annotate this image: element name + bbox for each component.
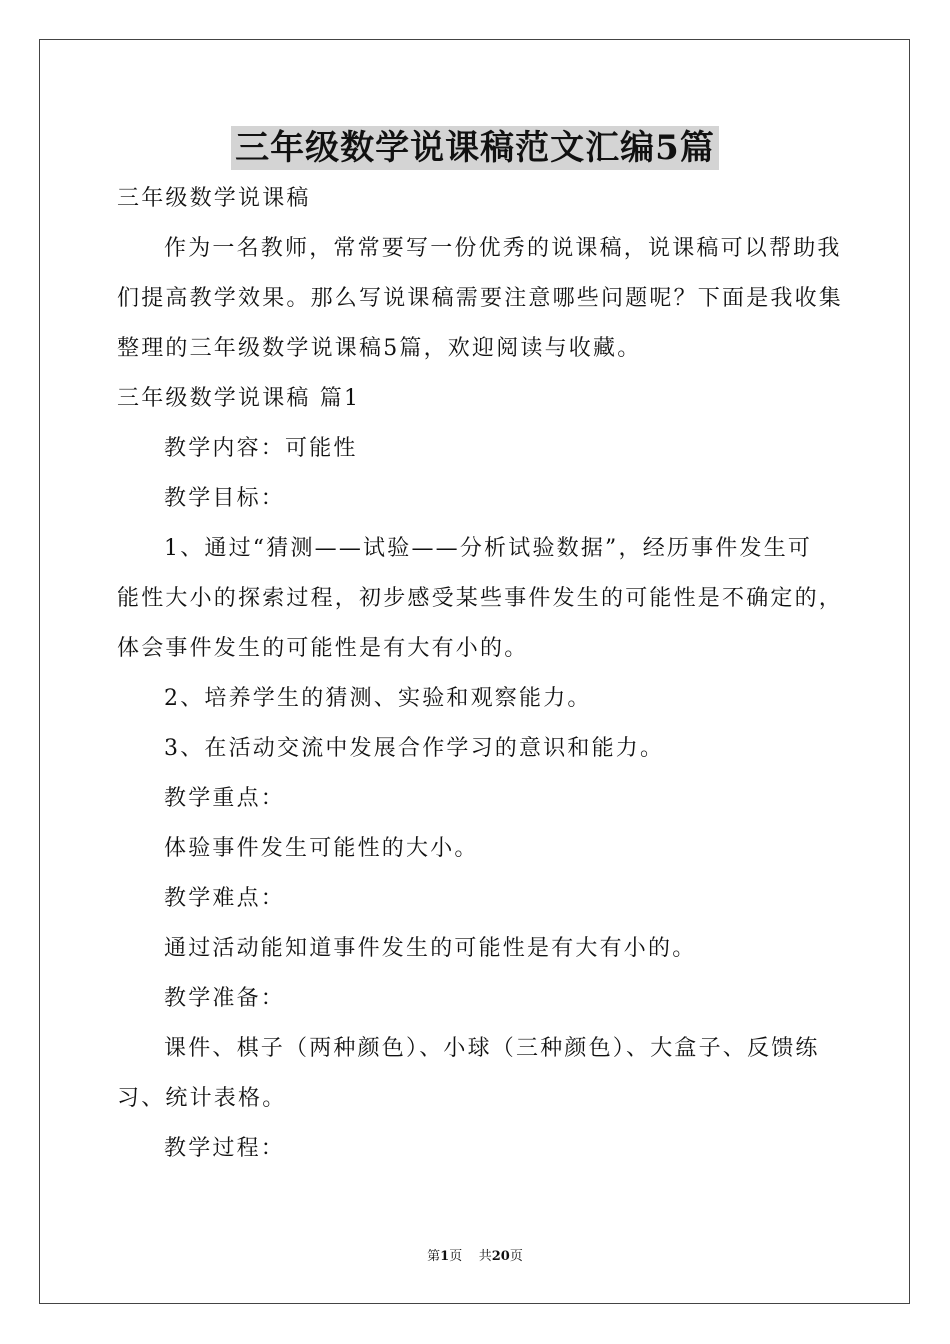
document-title: 三年级数学说课稿范文汇编5篇 — [231, 126, 719, 170]
paragraph-line: 能性大小的探索过程，初步感受某些事件发生的可能性是不确定的， — [117, 586, 844, 611]
paragraph-line: 教学重点： — [164, 786, 286, 811]
paragraph-line: 教学过程： — [164, 1136, 286, 1161]
paragraph-line: 习、统计表格。 — [117, 1086, 287, 1111]
paragraph-line: 们提高教学效果。那么写说课稿需要注意哪些问题呢？下面是我收集 — [117, 286, 844, 311]
title-container — [0, 126, 950, 170]
footer-total-prefix: 共 — [478, 1249, 492, 1264]
footer-page-number: 1 — [440, 1249, 450, 1264]
paragraph-line: 教学内容：可能性 — [164, 436, 358, 461]
page-footer — [0, 1248, 950, 1266]
paragraph-line: 通过活动能知道事件发生的可能性是有大有小的。 — [164, 936, 697, 961]
paragraph-line: 教学难点： — [164, 886, 286, 911]
paragraph-line: 课件、棋子（两种颜色）、小球（三种颜色）、大盒子、反馈练 — [164, 1036, 820, 1061]
section-heading: 三年级数学说课稿 — [117, 186, 311, 211]
paragraph-line: 体验事件发生可能性的大小。 — [164, 836, 479, 861]
paragraph-line: 教学准备： — [164, 986, 286, 1011]
footer-total-suffix: 页 — [509, 1249, 523, 1264]
paragraph-line: 作为一名教师，常常要写一份优秀的说课稿，说课稿可以帮助我 — [164, 236, 842, 261]
paragraph-line: 教学目标： — [164, 486, 286, 511]
footer-total-number: 20 — [491, 1249, 510, 1264]
section-heading: 三年级数学说课稿 篇1 — [117, 386, 361, 411]
paragraph-line: 2、培养学生的猜测、实验和观察能力。 — [164, 686, 592, 711]
footer-page-suffix: 页 — [449, 1249, 463, 1264]
page-border — [39, 39, 910, 1304]
footer-page-prefix: 第 — [427, 1249, 441, 1264]
paragraph-line: 体会事件发生的可能性是有大有小的。 — [117, 636, 529, 661]
paragraph-line: 3、在活动交流中发展合作学习的意识和能力。 — [164, 736, 665, 761]
paragraph-line: 1、通过“猜测——试验——分析试验数据”，经历事件发生可 — [164, 536, 813, 561]
paragraph-line: 整理的三年级数学说课稿5篇，欢迎阅读与收藏。 — [117, 336, 642, 361]
